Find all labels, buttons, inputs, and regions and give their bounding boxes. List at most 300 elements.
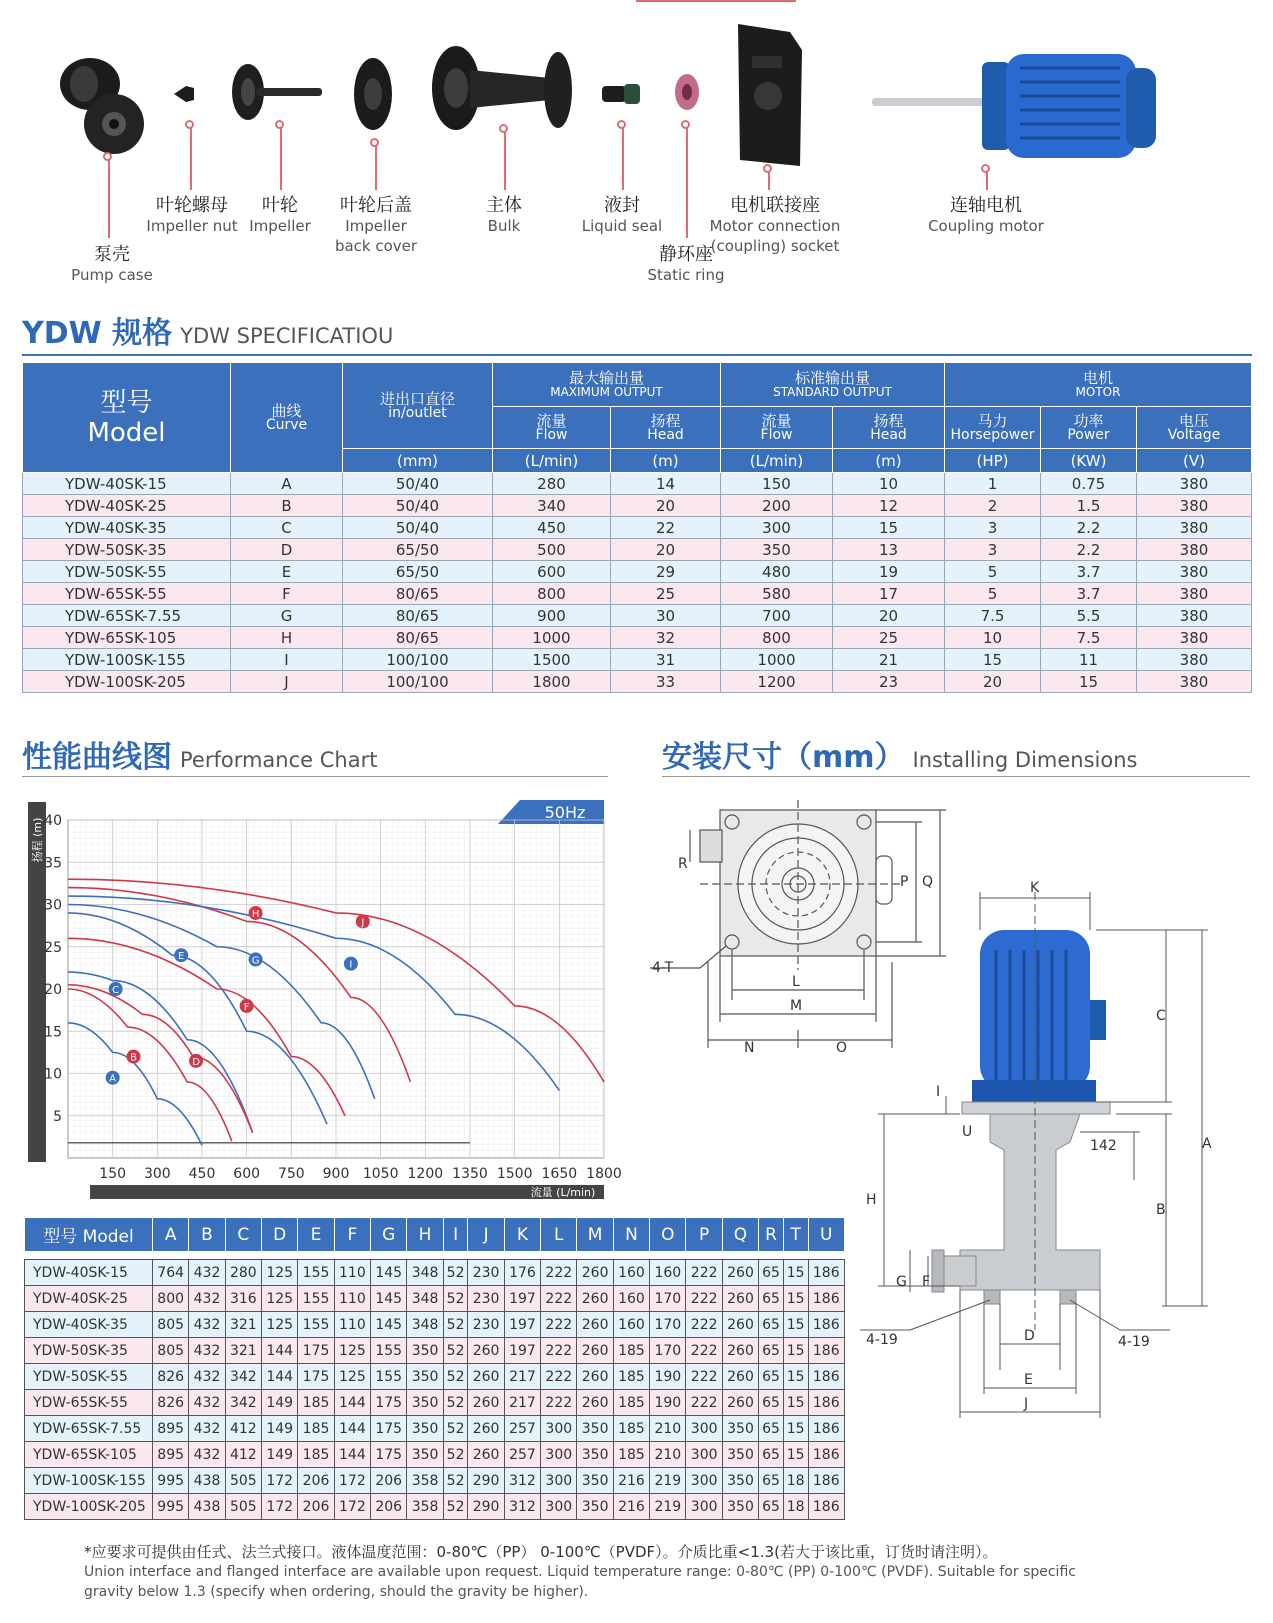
spec-cell: G xyxy=(231,605,343,627)
spec-cell: 150 xyxy=(721,473,833,495)
dim-label: H xyxy=(866,1192,877,1208)
spec-cell: 1500 xyxy=(493,649,611,671)
dims-cell: 175 xyxy=(371,1390,407,1416)
dims-cell: 185 xyxy=(298,1390,334,1416)
dims-cell: 15 xyxy=(783,1260,808,1286)
dimensions-table-header xyxy=(25,1218,845,1252)
dims-cell: 197 xyxy=(504,1338,540,1364)
spec-cell: 15 xyxy=(945,649,1041,671)
dims-header-col: P xyxy=(686,1218,722,1252)
spec-cell: 800 xyxy=(493,583,611,605)
dims-cell: 197 xyxy=(504,1286,540,1312)
spec-cell: 7.5 xyxy=(1041,627,1137,649)
note-en-1: Union interface and flanged interface are available upon request. Liquid temperature range: 0-80℃ (PP) 0-100℃ (PVDF). Suitable for specific xyxy=(84,1564,1076,1580)
spec-cell: 5.5 xyxy=(1041,605,1137,627)
dims-cell: 350 xyxy=(407,1416,443,1442)
liquid-seal-image xyxy=(600,80,644,108)
dims-row xyxy=(25,1468,845,1494)
header-power: 功率 Power xyxy=(1041,407,1137,449)
leader-line xyxy=(504,130,506,190)
parts-strip xyxy=(0,0,1273,300)
dims-cell: 170 xyxy=(650,1312,686,1338)
spec-cell: 700 xyxy=(721,605,833,627)
spec-table xyxy=(22,362,1252,693)
header-horsepower: 马力 Horsepower xyxy=(945,407,1041,449)
leader-line xyxy=(375,144,377,190)
dim-label: E xyxy=(1024,1372,1033,1388)
dims-cell: 185 xyxy=(613,1390,649,1416)
dims-cell: 826 xyxy=(153,1390,189,1416)
spec-cell: 30 xyxy=(611,605,721,627)
dims-header-col: G xyxy=(371,1218,407,1252)
dims-header-col: Q xyxy=(722,1218,758,1252)
dims-cell: 219 xyxy=(650,1494,686,1520)
dims-cell: 358 xyxy=(407,1468,443,1494)
spec-cell: 380 xyxy=(1137,495,1252,517)
dims-cell: 145 xyxy=(371,1312,407,1338)
part-label-static-ring: 静环座 Static ring xyxy=(647,244,725,284)
spec-cell: 11 xyxy=(1041,649,1137,671)
dims-cell: 186 xyxy=(808,1468,844,1494)
dims-cell: 155 xyxy=(371,1338,407,1364)
spec-cell: 380 xyxy=(1137,517,1252,539)
spec-cell: 0.75 xyxy=(1041,473,1137,495)
dims-cell: 260 xyxy=(468,1338,504,1364)
coupling-motor-image xyxy=(870,48,1160,164)
dims-cell: 260 xyxy=(468,1442,504,1468)
dims-cell: 15 xyxy=(783,1364,808,1390)
dims-cell: 186 xyxy=(808,1494,844,1520)
dims-cell: 257 xyxy=(504,1416,540,1442)
x-tick-label: 450 xyxy=(188,1166,216,1182)
spec-cell: 19 xyxy=(833,561,945,583)
spec-cell: 13 xyxy=(833,539,945,561)
dims-cell: 172 xyxy=(334,1468,370,1494)
header-voltage: 电压 Voltage xyxy=(1137,407,1252,449)
dims-cell: 125 xyxy=(334,1364,370,1390)
dims-cell: 197 xyxy=(504,1312,540,1338)
impeller-nut-image xyxy=(172,84,196,104)
x-tick-label: 300 xyxy=(143,1166,171,1182)
bulk-image xyxy=(430,44,580,132)
dims-cell: 172 xyxy=(334,1494,370,1520)
spec-cell: J xyxy=(231,671,343,693)
dims-cell: 144 xyxy=(262,1364,298,1390)
dims-cell: 260 xyxy=(722,1390,758,1416)
unit-cell: (m) xyxy=(833,449,945,473)
spec-cell: 800 xyxy=(721,627,833,649)
y-tick-label: 40 xyxy=(44,813,62,829)
header-model: 型号 Model xyxy=(23,363,231,473)
spec-cell: 1000 xyxy=(493,627,611,649)
dims-cell: 149 xyxy=(262,1416,298,1442)
dims-cell: 186 xyxy=(808,1338,844,1364)
dims-header-col: J xyxy=(468,1218,504,1252)
dim-label: K xyxy=(1030,880,1040,896)
dims-cell: 350 xyxy=(722,1416,758,1442)
spec-cell: 50/40 xyxy=(343,517,493,539)
dims-cell: 230 xyxy=(468,1260,504,1286)
dim-label: 4-T xyxy=(652,960,674,976)
part-label-liquid-seal: 液封 Liquid seal xyxy=(581,195,663,235)
leader-line xyxy=(768,170,770,190)
dims-cell: 216 xyxy=(613,1494,649,1520)
dims-cell: 210 xyxy=(650,1416,686,1442)
dims-cell: 15 xyxy=(783,1286,808,1312)
dims-header-col: E xyxy=(298,1218,334,1252)
dims-model-cell: YDW-65SK-55 xyxy=(25,1390,153,1416)
dims-cell: 160 xyxy=(613,1312,649,1338)
dims-model-cell: YDW-65SK-105 xyxy=(25,1442,153,1468)
spec-cell: 380 xyxy=(1137,539,1252,561)
top-accent-line xyxy=(636,0,796,2)
side-view xyxy=(932,930,1110,1304)
dim-label: R xyxy=(678,856,688,872)
spec-cell: 280 xyxy=(493,473,611,495)
part-label-impeller-back-cover: 叶轮后盖 Impeller back cover xyxy=(334,195,418,255)
dims-cell: 110 xyxy=(334,1312,370,1338)
spec-model-cell: YDW-40SK-15 xyxy=(23,473,231,495)
dim-label: G xyxy=(896,1274,907,1290)
dims-header-col: I xyxy=(443,1218,468,1252)
spec-cell: C xyxy=(231,517,343,539)
spec-cell: E xyxy=(231,561,343,583)
dims-cell: 300 xyxy=(541,1468,577,1494)
y-tick-label: 35 xyxy=(44,855,62,872)
install-section-title: 安装尺寸（mm） Installing Dimensions xyxy=(662,740,1138,775)
spec-cell: 900 xyxy=(493,605,611,627)
dims-model-cell: YDW-40SK-35 xyxy=(25,1312,153,1338)
dims-cell: 52 xyxy=(443,1286,468,1312)
part-label-bulk: 主体 Bulk xyxy=(486,195,522,235)
dims-cell: 260 xyxy=(722,1338,758,1364)
dim-label: N xyxy=(744,1040,755,1056)
dims-cell: 170 xyxy=(650,1338,686,1364)
dims-model-cell: YDW-100SK-155 xyxy=(25,1468,153,1494)
x-tick-label: 900 xyxy=(322,1166,350,1182)
dims-cell: 65 xyxy=(759,1338,784,1364)
dims-cell: 206 xyxy=(298,1494,334,1520)
dims-cell: 260 xyxy=(468,1416,504,1442)
header-max-head: 扬程 Head xyxy=(611,407,721,449)
dims-cell: 412 xyxy=(225,1416,261,1442)
dims-cell: 186 xyxy=(808,1442,844,1468)
dims-cell: 65 xyxy=(759,1494,784,1520)
leader-line xyxy=(280,126,282,190)
curve-marker-label: J xyxy=(361,917,365,929)
spec-cell: 32 xyxy=(611,627,721,649)
spec-section-title: YDW 规格 YDW SPECIFICATIOU xyxy=(22,316,394,351)
impeller-back-cover-image xyxy=(352,56,394,132)
dims-model-cell: YDW-65SK-7.55 xyxy=(25,1416,153,1442)
spec-cell: 20 xyxy=(945,671,1041,693)
spec-cell: 20 xyxy=(611,495,721,517)
spec-cell: 1200 xyxy=(721,671,833,693)
dim-label: 4-19 xyxy=(1118,1334,1150,1350)
spec-cell: 25 xyxy=(833,627,945,649)
dims-cell: 52 xyxy=(443,1338,468,1364)
dim-label: F xyxy=(922,1274,931,1290)
dims-cell: 826 xyxy=(153,1364,189,1390)
part-label-pump-case: 泵壳 Pump case xyxy=(71,244,153,284)
dims-cell: 65 xyxy=(759,1390,784,1416)
dims-cell: 312 xyxy=(504,1494,540,1520)
y-axis-label: 扬程 (m) xyxy=(31,817,44,863)
dims-cell: 300 xyxy=(541,1416,577,1442)
curve-marker-label: C xyxy=(112,985,120,996)
dims-cell: 800 xyxy=(153,1286,189,1312)
header-max-flow: 流量 Flow xyxy=(493,407,611,449)
spec-cell: F xyxy=(231,583,343,605)
dims-cell: 18 xyxy=(783,1468,808,1494)
spec-row xyxy=(23,605,1252,627)
spec-row xyxy=(23,671,1252,693)
spec-row xyxy=(23,561,1252,583)
dims-cell: 222 xyxy=(686,1364,722,1390)
leader-dot xyxy=(185,120,194,129)
perf-section-rule xyxy=(22,776,608,777)
dims-cell: 65 xyxy=(759,1286,784,1312)
spec-cell: 500 xyxy=(493,539,611,561)
dims-cell: 185 xyxy=(613,1338,649,1364)
spec-model-cell: YDW-100SK-155 xyxy=(23,649,231,671)
spec-cell: 21 xyxy=(833,649,945,671)
unit-cell: (mm) xyxy=(343,449,493,473)
spec-row xyxy=(23,627,1252,649)
dims-cell: 190 xyxy=(650,1390,686,1416)
dims-cell: 230 xyxy=(468,1286,504,1312)
leader-dot xyxy=(617,120,626,129)
dim-label: 4-19 xyxy=(866,1332,898,1348)
dims-cell: 175 xyxy=(298,1338,334,1364)
x-tick-label: 1650 xyxy=(541,1166,578,1182)
y-tick-label: 10 xyxy=(44,1066,62,1083)
curve-marker-label: E xyxy=(177,951,185,963)
dims-model-cell: YDW-50SK-35 xyxy=(25,1338,153,1364)
dims-cell: 348 xyxy=(407,1260,443,1286)
dims-cell: 160 xyxy=(613,1286,649,1312)
header-curve: 曲线 Curve xyxy=(231,363,343,473)
dims-cell: 18 xyxy=(783,1494,808,1520)
dim-label: P xyxy=(900,874,909,890)
dim-label: M xyxy=(790,998,803,1014)
spec-cell: 31 xyxy=(611,649,721,671)
dims-cell: 350 xyxy=(722,1468,758,1494)
dims-cell: 210 xyxy=(650,1442,686,1468)
dims-cell: 438 xyxy=(189,1468,225,1494)
leader-dot xyxy=(681,120,690,129)
dims-cell: 350 xyxy=(407,1364,443,1390)
motor-socket-image xyxy=(730,20,810,170)
dims-cell: 222 xyxy=(686,1312,722,1338)
spec-cell: 340 xyxy=(493,495,611,517)
dims-cell: 65 xyxy=(759,1260,784,1286)
dims-cell: 160 xyxy=(650,1260,686,1286)
dims-row xyxy=(25,1390,845,1416)
curve-marker-label: D xyxy=(192,1056,200,1068)
dims-row xyxy=(25,1338,845,1364)
x-tick-label: 1050 xyxy=(362,1166,399,1182)
dims-cell: 350 xyxy=(577,1442,613,1468)
dims-cell: 155 xyxy=(298,1286,334,1312)
dims-cell: 432 xyxy=(189,1442,225,1468)
dims-cell: 505 xyxy=(225,1468,261,1494)
dims-cell: 172 xyxy=(262,1468,298,1494)
dims-cell: 65 xyxy=(759,1312,784,1338)
dims-cell: 222 xyxy=(541,1364,577,1390)
dims-cell: 260 xyxy=(468,1390,504,1416)
dim-label: D xyxy=(1024,1328,1035,1344)
dims-cell: 186 xyxy=(808,1286,844,1312)
spec-cell: 380 xyxy=(1137,627,1252,649)
dims-header-col: N xyxy=(613,1218,649,1252)
dims-cell: 260 xyxy=(577,1390,613,1416)
dims-cell: 350 xyxy=(722,1442,758,1468)
dims-cell: 172 xyxy=(262,1494,298,1520)
dims-cell: 412 xyxy=(225,1442,261,1468)
spec-model-cell: YDW-100SK-205 xyxy=(23,671,231,693)
dims-cell: 185 xyxy=(613,1442,649,1468)
spec-cell: 3.7 xyxy=(1041,561,1137,583)
dims-cell: 206 xyxy=(371,1468,407,1494)
spec-table-body xyxy=(23,473,1252,693)
spec-row xyxy=(23,495,1252,517)
dims-header-col: D xyxy=(262,1218,298,1252)
dims-cell: 145 xyxy=(371,1260,407,1286)
spec-cell: 1000 xyxy=(721,649,833,671)
dims-cell: 222 xyxy=(686,1286,722,1312)
dims-cell: 432 xyxy=(189,1260,225,1286)
spec-cell: 380 xyxy=(1137,605,1252,627)
dims-header-col: O xyxy=(650,1218,686,1252)
dim-label: 142 xyxy=(1090,1138,1117,1154)
y-tick-label: 25 xyxy=(44,939,62,956)
spec-cell: 80/65 xyxy=(343,627,493,649)
dims-cell: 895 xyxy=(153,1416,189,1442)
dims-cell: 65 xyxy=(759,1416,784,1442)
spec-cell: 1800 xyxy=(493,671,611,693)
spec-cell: 380 xyxy=(1137,671,1252,693)
unit-cell: (L/min) xyxy=(721,449,833,473)
spec-row xyxy=(23,539,1252,561)
spec-model-cell: YDW-65SK-55 xyxy=(23,583,231,605)
dims-cell: 350 xyxy=(407,1390,443,1416)
dims-cell: 144 xyxy=(334,1442,370,1468)
curve-marker-label: H xyxy=(251,908,260,920)
spec-cell: 20 xyxy=(833,605,945,627)
dims-cell: 995 xyxy=(153,1468,189,1494)
dims-cell: 432 xyxy=(189,1416,225,1442)
spec-cell: A xyxy=(231,473,343,495)
spec-cell: 33 xyxy=(611,671,721,693)
dims-row xyxy=(25,1416,845,1442)
leader-dot xyxy=(499,124,508,133)
leader-line xyxy=(986,170,988,190)
spec-cell: H xyxy=(231,627,343,649)
spec-cell: 2 xyxy=(945,495,1041,517)
unit-cell: (KW) xyxy=(1041,449,1137,473)
dims-model-cell: YDW-100SK-205 xyxy=(25,1494,153,1520)
spec-cell: 29 xyxy=(611,561,721,583)
dims-cell: 155 xyxy=(371,1364,407,1390)
y-tick-label: 5 xyxy=(53,1108,62,1125)
dim-label: B xyxy=(1156,1202,1166,1218)
dims-cell: 230 xyxy=(468,1312,504,1338)
dims-cell: 350 xyxy=(577,1416,613,1442)
spec-cell: 450 xyxy=(493,517,611,539)
spec-cell: 1 xyxy=(945,473,1041,495)
dims-header-model: 型号 Model xyxy=(25,1218,153,1252)
dims-cell: 175 xyxy=(371,1416,407,1442)
spec-cell: 380 xyxy=(1137,473,1252,495)
dims-cell: 260 xyxy=(722,1260,758,1286)
leader-line xyxy=(686,126,688,238)
impeller-image xyxy=(228,62,324,122)
dims-model-cell: YDW-40SK-15 xyxy=(25,1260,153,1286)
x-tick-label: 600 xyxy=(233,1166,261,1182)
spec-row xyxy=(23,649,1252,671)
dims-cell: 321 xyxy=(225,1338,261,1364)
dims-header-col: H xyxy=(407,1218,443,1252)
dims-cell: 155 xyxy=(298,1260,334,1286)
dims-cell: 52 xyxy=(443,1260,468,1286)
dims-cell: 260 xyxy=(722,1312,758,1338)
dims-cell: 186 xyxy=(808,1416,844,1442)
dim-label: I xyxy=(936,1084,941,1100)
dims-cell: 290 xyxy=(468,1468,504,1494)
dims-cell: 222 xyxy=(541,1260,577,1286)
x-tick-label: 1350 xyxy=(452,1166,488,1182)
dims-cell: 52 xyxy=(443,1364,468,1390)
x-tick-label: 1500 xyxy=(496,1166,533,1182)
leader-dot xyxy=(275,120,284,129)
unit-cell: (HP) xyxy=(945,449,1041,473)
spec-cell: 50/40 xyxy=(343,495,493,517)
x-tick-label: 1800 xyxy=(586,1166,622,1182)
dims-cell: 342 xyxy=(225,1390,261,1416)
curve-marker-label: F xyxy=(243,1001,250,1013)
dims-cell: 144 xyxy=(334,1390,370,1416)
dims-cell: 222 xyxy=(686,1390,722,1416)
spec-cell: 3 xyxy=(945,539,1041,561)
spec-cell: 2.2 xyxy=(1041,517,1137,539)
dims-spacer-row xyxy=(25,1252,845,1260)
install-section-rule xyxy=(662,776,1250,777)
dims-cell: 125 xyxy=(262,1312,298,1338)
dims-header-col: U xyxy=(808,1218,844,1252)
spec-cell: 580 xyxy=(721,583,833,605)
dims-cell: 206 xyxy=(298,1468,334,1494)
dims-cell: 15 xyxy=(783,1416,808,1442)
spec-row xyxy=(23,583,1252,605)
perf-section-title: 性能曲线图 Performance Chart xyxy=(22,740,378,775)
leader-dot xyxy=(370,138,379,147)
spec-cell: 10 xyxy=(833,473,945,495)
spec-cell: 23 xyxy=(833,671,945,693)
dimensions-table xyxy=(24,1217,845,1520)
spec-cell: 14 xyxy=(611,473,721,495)
dims-cell: 995 xyxy=(153,1494,189,1520)
dims-cell: 217 xyxy=(504,1364,540,1390)
header-standard-output: 标准输出量 STANDARD OUTPUT xyxy=(721,363,945,407)
dims-cell: 505 xyxy=(225,1494,261,1520)
dims-cell: 186 xyxy=(808,1312,844,1338)
dims-cell: 15 xyxy=(783,1390,808,1416)
dims-cell: 222 xyxy=(541,1286,577,1312)
dims-cell: 260 xyxy=(577,1286,613,1312)
dims-cell: 260 xyxy=(468,1364,504,1390)
dims-cell: 260 xyxy=(577,1260,613,1286)
